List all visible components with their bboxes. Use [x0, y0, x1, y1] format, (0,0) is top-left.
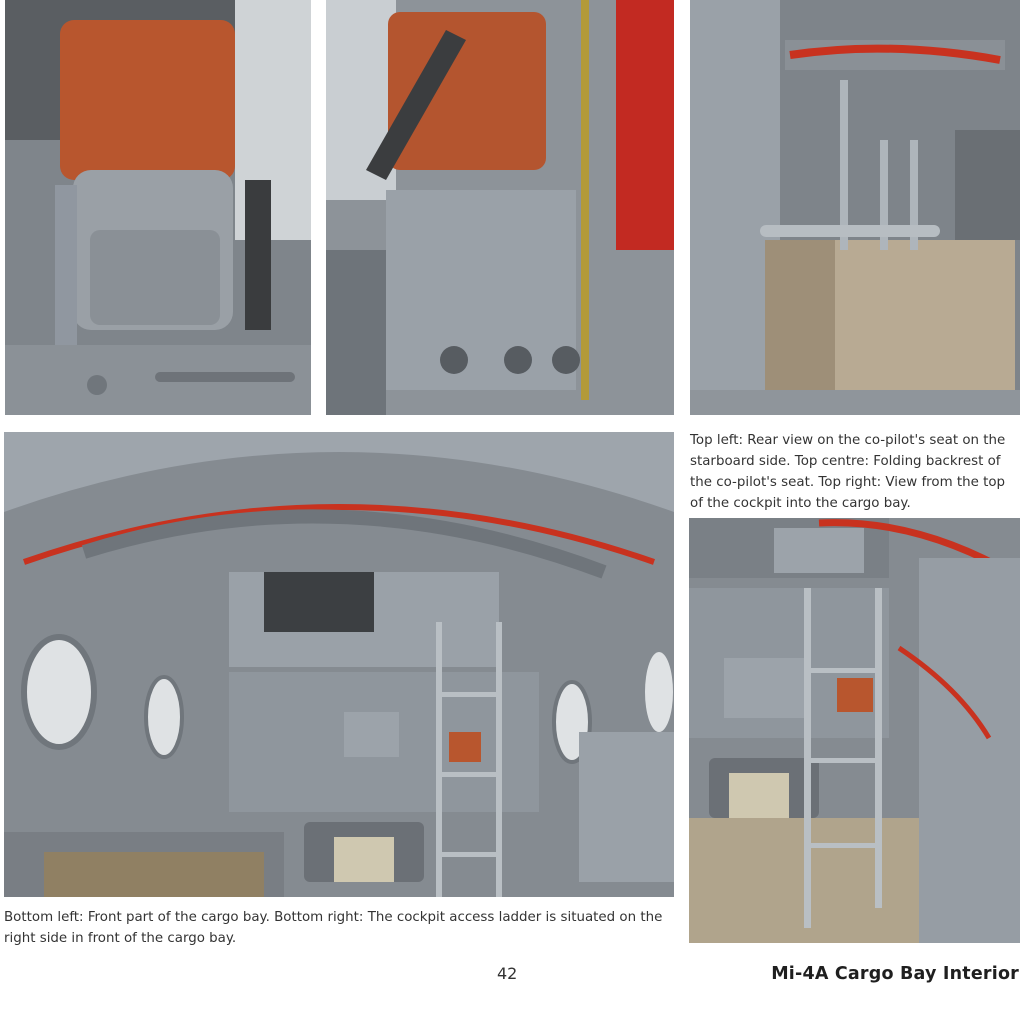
caption-top-photos: Top left: Rear view on the co-pilot's seat on the starboard side. Top centre: Folding backrest of the co-pilot's seat. Top right: View from the top of the cockpit into the cargo bay. [690, 433, 1006, 511]
photo-folding-backrest [326, 0, 674, 415]
photo-cockpit-top-view [690, 0, 1020, 415]
photo-copilot-seat-rear [5, 0, 311, 415]
page-number: 42 [497, 964, 518, 983]
caption-bottom-photos: Bottom left: Front part of the cargo bay. Bottom right: The cockpit access ladder is situated on the right side in front of the cargo bay. [4, 910, 663, 946]
photo-cargo-bay-front [4, 432, 674, 897]
section-title: Mi-4A Cargo Bay Interior [771, 964, 1019, 984]
photo-cockpit-access-ladder [689, 518, 1020, 943]
